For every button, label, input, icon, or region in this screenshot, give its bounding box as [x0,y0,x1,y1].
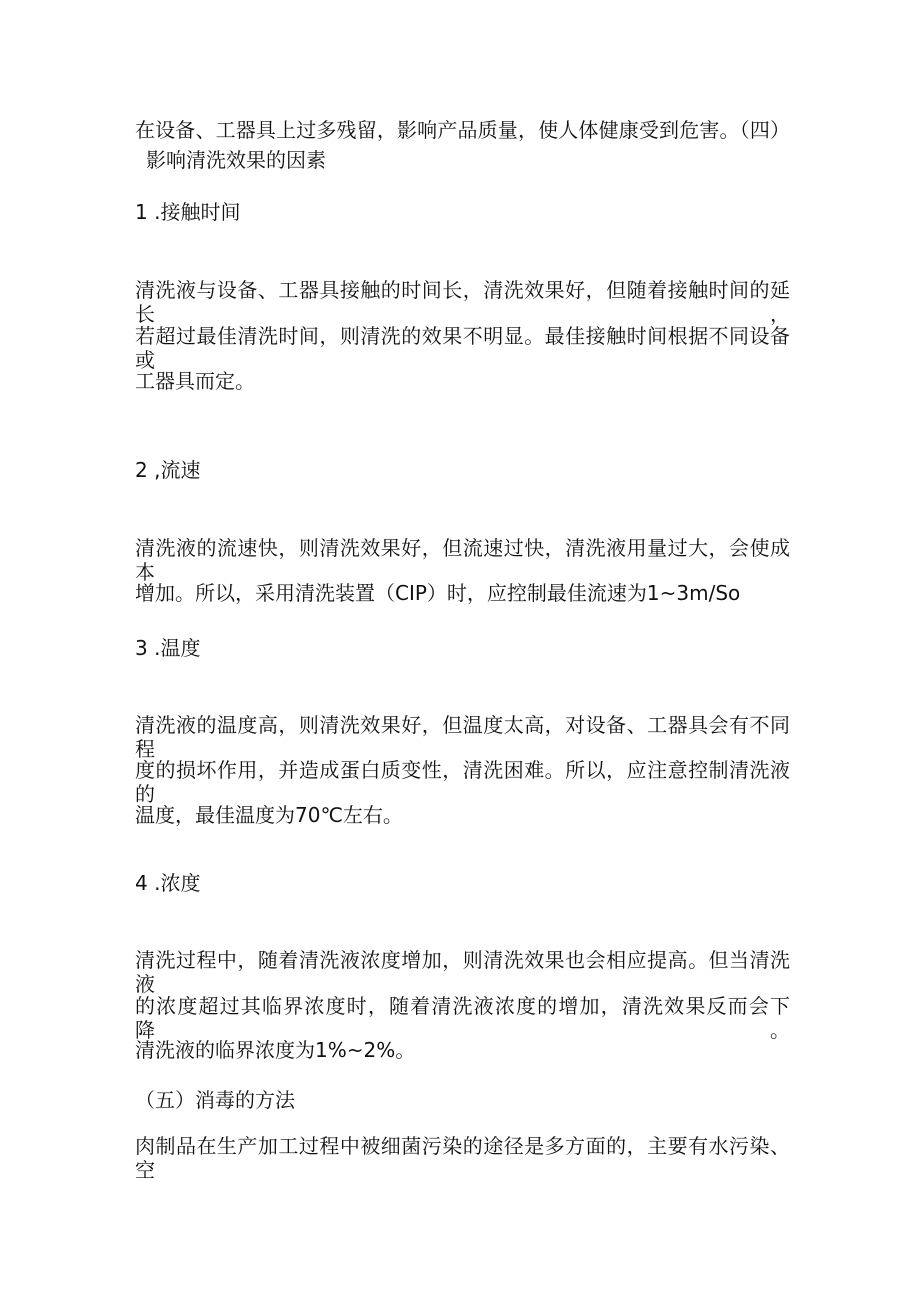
paragraph-line: 清洗液的临界浓度为1%~2%。 [135,1038,416,1062]
section-heading: 影响清洗效果的因素 [146,148,326,172]
paragraph-line: 若超过最佳清洗时间，则清洗的效果不明显。最佳接触时间根据不同设备或 [135,324,790,372]
section-heading: （五）消毒的方法 [135,1088,295,1112]
paragraph-line: 清洗液与设备、工器具接触的时间长，清洗效果好，但随着接触时间的延长， [135,278,790,326]
paragraph-line: 在设备、工器具上过多残留，影响产品质量，使人体健康受到危害。（四） [135,118,790,142]
paragraph-line: 工器具而定。 [135,369,255,393]
paragraph-line: 的浓度超过其临界浓度时，随着清洗液浓度的增加，清洗效果反而会下降。 [135,994,790,1042]
paragraph-line: 清洗液的流速快，则清洗效果好，但流速过快，清洗液用量过大，会使成本 [135,536,790,584]
paragraph-line: 肉制品在生产加工过程中被细菌污染的途径是多方面的，主要有水污染、空 [135,1134,790,1182]
paragraph-line: 增加。所以，采用清洗装置（CIP）时，应控制最佳流速为1~3m/So [135,581,741,605]
paragraph-line: 度的损坏作用，并造成蛋白质变性，清洗困难。所以，应注意控制清洗液的 [135,758,790,806]
paragraph-line: 清洗过程中，随着清洗液浓度增加，则清洗效果也会相应提高。但当清洗液 [135,948,790,996]
subheading: 1 .接触时间 [135,200,241,224]
subheading: 4 .浓度 [135,871,201,895]
paragraph-line: 清洗液的温度高，则清洗效果好，但温度太高，对设备、工器具会有不同程 [135,713,790,761]
paragraph-line: 温度，最佳温度为70℃左右。 [135,803,403,827]
subheading: 3 .温度 [135,636,201,660]
subheading: 2 ,流速 [135,458,201,482]
